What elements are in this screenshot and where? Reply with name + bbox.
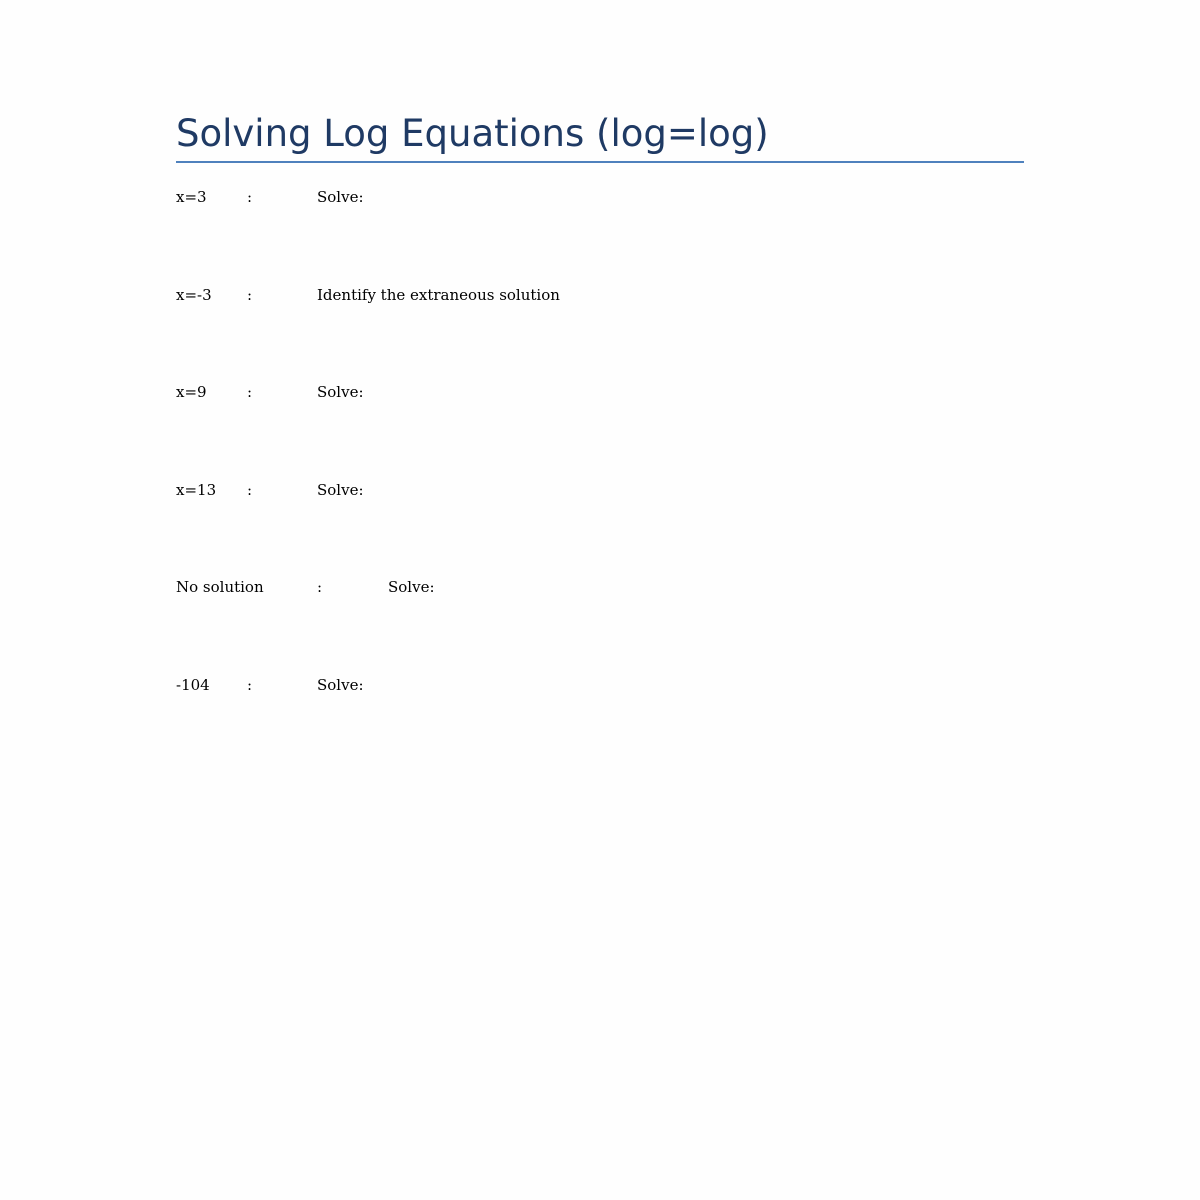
page-title: Solving Log Equations (log=log): [176, 112, 769, 155]
instruction-text: Identify the extraneous solution: [317, 286, 560, 304]
answer-label: x=13: [176, 481, 217, 499]
answer-label: x=-3: [176, 286, 212, 304]
instruction-text: Solve:: [388, 578, 435, 596]
instruction-text: Solve:: [317, 383, 364, 401]
separator: :: [247, 676, 253, 694]
separator: :: [247, 481, 253, 499]
answer-label: No solution: [176, 578, 264, 596]
answer-label: x=3: [176, 188, 207, 206]
answer-label: -104: [176, 676, 210, 694]
title-underline: [176, 161, 1024, 163]
answer-label: x=9: [176, 383, 207, 401]
separator: :: [317, 578, 323, 596]
instruction-text: Solve:: [317, 481, 364, 499]
separator: :: [247, 383, 253, 401]
separator: :: [247, 286, 253, 304]
instruction-text: Solve:: [317, 676, 364, 694]
instruction-text: Solve:: [317, 188, 364, 206]
separator: :: [247, 188, 253, 206]
